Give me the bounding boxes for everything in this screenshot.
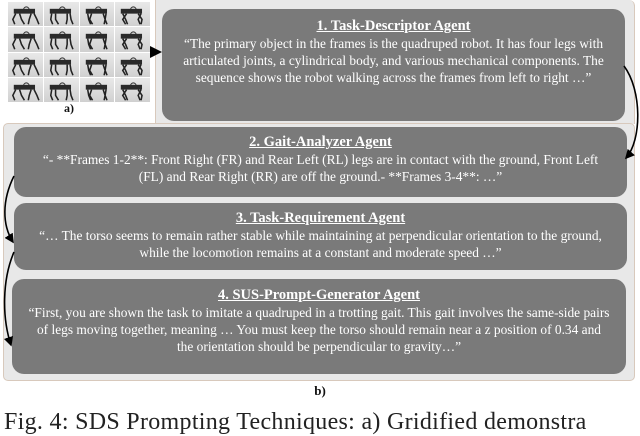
agent-title: 4. SUS-Prompt-Generator Agent xyxy=(217,287,421,303)
agent-title: 3. Task-Requirement Agent xyxy=(235,210,406,226)
demo-frame xyxy=(8,78,43,102)
demo-frame xyxy=(44,2,79,26)
demo-frame xyxy=(115,78,150,102)
agent-text: “The primary object in the frames is the quadruped robot. It has four legs with articulated joints, a cylindrical body, and various mechanical components. The sequence shows the robot walking across the frames from left to right …” xyxy=(183,36,604,85)
agent-title: 1. Task-Descriptor Agent xyxy=(316,18,471,34)
figure-caption: Fig. 4: SDS Prompting Techniques: a) Gridified demonstra xyxy=(4,409,587,435)
demo-frame xyxy=(80,2,115,26)
demo-frame xyxy=(80,53,115,77)
agent-title: 2. Gait-Analyzer Agent xyxy=(249,134,392,150)
panel-a-label: a) xyxy=(64,101,74,115)
demo-frame xyxy=(8,2,43,26)
task-descriptor-agent-box xyxy=(162,9,625,121)
panel-b-label: b) xyxy=(314,383,326,398)
task-requirement-agent-box xyxy=(14,203,627,270)
sus-prompt-generator-agent-box xyxy=(12,279,626,374)
demo-frame xyxy=(44,27,79,51)
demo-frame xyxy=(8,53,43,77)
agent-text: “- **Frames 1-2**: Front Right (FR) and Rear Left (RL) legs are in contact with the ground, Front Left (FL) and Rear Right (RR) are off the ground.- **Frames 3-4**: …” xyxy=(42,152,599,184)
demo-frame xyxy=(115,27,150,51)
demo-frame xyxy=(80,78,115,102)
demo-frame xyxy=(80,27,115,51)
agent-text: “… The torso seems to remain rather stable while maintaining at perpendicular orientation to the ground, while the locomotion remains at a constant and moderate speed …” xyxy=(39,228,602,260)
demo-frame xyxy=(8,27,43,51)
gait-analyzer-agent-box xyxy=(14,127,627,197)
demo-frame xyxy=(115,53,150,77)
agent-text: “First, you are shown the task to imitate a quadruped in a trotting gait. This gait involves the same-side pairs of legs moving together, meaning … You must keep the torso should remain near a z position of 0.34 and the orientation should be perpendicular to gravity…” xyxy=(28,305,610,354)
demo-frame xyxy=(44,78,79,102)
demo-frame xyxy=(44,53,79,77)
demonstration-grid xyxy=(8,2,150,102)
demo-frame xyxy=(115,2,150,26)
